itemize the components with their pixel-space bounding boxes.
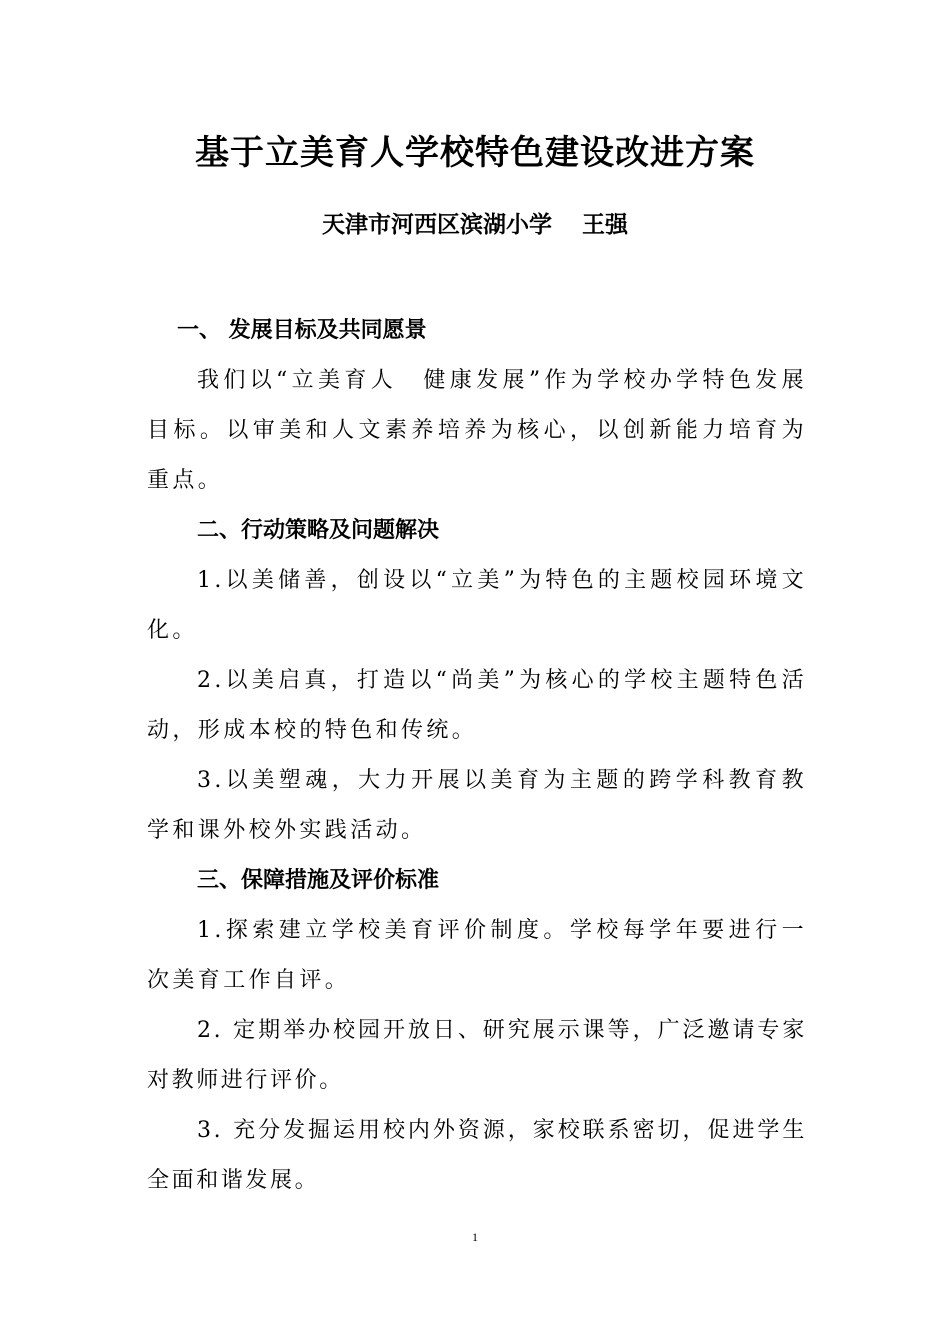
document-body — [147, 306, 807, 1206]
body-paragraph: 3.以美塑魂，大力开展以美育为主题的跨学科教育教学和课外校外实践活动。 — [147, 768, 807, 843]
section-goals — [147, 306, 807, 506]
section-heading: 三、保障措施及评价标准 — [197, 868, 440, 893]
body-paragraph: 1.探索建立学校美育评价制度。学校每学年要进行一次美育工作自评。 — [147, 918, 807, 993]
document-title: 基于立美育人学校特色建设改进方案 — [195, 133, 755, 173]
author-name: 王强 — [582, 212, 628, 238]
body-paragraph: 2.以美启真，打造以“尚美”为核心的学校主题特色活动，形成本校的特色和传统。 — [147, 668, 807, 743]
body-paragraph: 3. 充分发掘运用校内外资源，家校联系密切，促进学生全面和谐发展。 — [147, 1118, 807, 1193]
author-organization: 天津市河西区滨湖小学 — [322, 212, 552, 238]
body-paragraph: 1.以美储善，创设以“立美”为特色的主题校园环境文化。 — [147, 568, 807, 643]
author-line — [0, 208, 950, 242]
section-heading: 二、行动策略及问题解决 — [197, 518, 440, 543]
page-number: 1 — [472, 1230, 478, 1244]
body-paragraph: 2. 定期举办校园开放日、研究展示课等，广泛邀请专家对教师进行评价。 — [147, 1018, 807, 1093]
section-heading: 一、 发展目标及共同愿景 — [177, 318, 427, 343]
body-paragraph: 我们以“立美育人 健康发展”作为学校办学特色发展目标。以审美和人文素养培养为核心，以创新能力培育为重点。 — [147, 368, 807, 493]
section-strategies — [147, 506, 807, 856]
section-safeguards — [147, 856, 807, 1206]
